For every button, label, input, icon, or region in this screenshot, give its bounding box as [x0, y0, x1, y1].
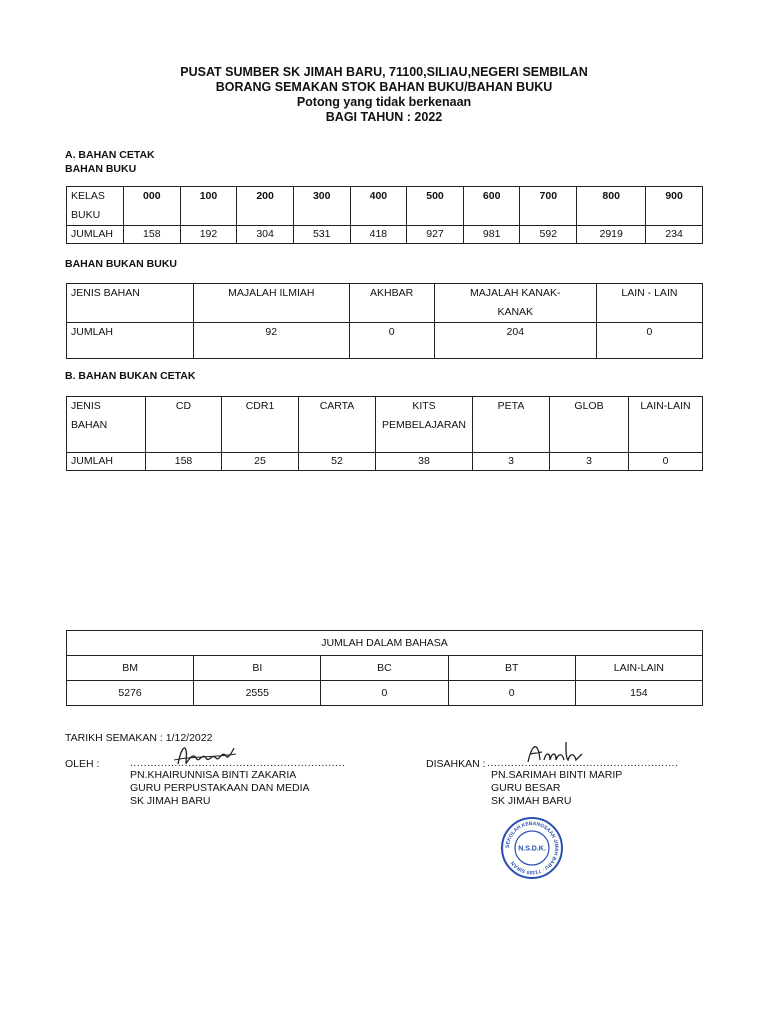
oleh-label: OLEH :: [65, 758, 100, 770]
value-cd: 158: [146, 453, 222, 471]
value-cdr1: 25: [222, 453, 299, 471]
value-akhbar: 0: [349, 323, 434, 359]
jenis-bahan-label: JENIS BAHAN: [67, 284, 194, 323]
oleh-role: GURU PERPUSTAKAAN DAN MEDIA: [130, 782, 310, 794]
stamp-center-text: N.S.D.K.: [518, 845, 546, 853]
col-glob: GLOB: [550, 397, 629, 453]
class-500: 500: [407, 187, 464, 226]
value-bi: 2555: [194, 681, 321, 706]
col-majalah-ilmiah: MAJALAH ILMIAH: [194, 284, 350, 323]
disahkan-school: SK JIMAH BARU: [491, 795, 572, 807]
count-200: 304: [237, 226, 294, 244]
table-row: [67, 631, 703, 656]
row-label-kelas: [67, 187, 124, 226]
table-row: [67, 453, 703, 471]
col-akhbar: AKHBAR: [349, 284, 434, 323]
value-kits: 38: [376, 453, 473, 471]
class-900: 900: [646, 187, 703, 226]
count-400: 418: [350, 226, 407, 244]
class-100: 100: [180, 187, 237, 226]
count-100: 192: [180, 226, 237, 244]
signature-khairunnisa-icon: [170, 738, 240, 772]
class-400: 400: [350, 187, 407, 226]
majalah-kanak-line1: MAJALAH KANAK-: [470, 287, 561, 299]
class-700: 700: [520, 187, 577, 226]
disahkan-signature-line: ........................................................: [487, 757, 679, 769]
form-year: BAGI TAHUN : 2022: [325, 110, 443, 124]
stamp-ring-text: SEKOLAH KEBANGSAAN JIMAH BARU · 71100 SIRAN: [504, 820, 560, 876]
kits-line2: PEMBELAJARAN: [381, 419, 467, 431]
table-bahan-buku: [66, 186, 703, 244]
table-row: [67, 656, 703, 681]
bahan-label: BAHAN: [71, 419, 108, 431]
oleh-school: SK JIMAH BARU: [130, 795, 211, 807]
count-000: 158: [124, 226, 181, 244]
table-bahan-bukan-cetak: [66, 396, 703, 471]
disahkan-name: PN.SARIMAH BINTI MARIP: [491, 769, 623, 781]
table-row: [67, 284, 703, 323]
col-majalah-kanak: [434, 284, 596, 323]
count-900: 234: [646, 226, 703, 244]
count-300: 531: [293, 226, 350, 244]
value-majalah-ilmiah: 92: [194, 323, 350, 359]
value-lain-lain: 0: [596, 323, 702, 359]
table-row: [67, 323, 703, 359]
value-carta: 52: [299, 453, 376, 471]
class-300: 300: [293, 187, 350, 226]
section-bukan-buku-title: BAHAN BUKAN BUKU: [65, 258, 177, 270]
value-bt: 0: [448, 681, 575, 706]
form-title-line2: BORANG SEMAKAN STOK BAHAN BUKU/BAHAN BUKU: [215, 80, 553, 94]
table-row: [67, 187, 703, 226]
disahkan-label: DISAHKAN :: [426, 758, 486, 770]
class-000: 000: [124, 187, 181, 226]
col-bt: BT: [448, 656, 575, 681]
majalah-kanak-line2: KANAK: [497, 306, 534, 318]
form-title-line1: PUSAT SUMBER SK JIMAH BARU, 71100,SILIAU,NEGERI SEMBILAN: [180, 65, 588, 79]
value-majalah-kanak: 204: [434, 323, 596, 359]
col-bi: BI: [194, 656, 321, 681]
col-carta: CARTA: [299, 397, 376, 453]
class-800: 800: [577, 187, 646, 226]
disahkan-role: GURU BESAR: [491, 782, 561, 794]
value-lain-lain: 154: [575, 681, 702, 706]
class-200: 200: [237, 187, 294, 226]
count-700: 592: [520, 226, 577, 244]
col-lain-lain: LAIN-LAIN: [575, 656, 702, 681]
col-lain-lain: LAIN - LAIN: [596, 284, 702, 323]
value-bc: 0: [321, 681, 448, 706]
table-row: [67, 681, 703, 706]
count-500: 927: [407, 226, 464, 244]
table-bahan-bukan-buku: [66, 283, 703, 359]
tarikh-semakan: TARIKH SEMAKAN : 1/12/2022: [65, 732, 213, 744]
col-bc: BC: [321, 656, 448, 681]
col-cdr1: CDR1: [222, 397, 299, 453]
kelas-label: KELAS: [71, 190, 105, 202]
jenis-label: JENIS: [71, 400, 101, 412]
section-a-title: A. BAHAN CETAK: [65, 149, 155, 161]
class-600: 600: [463, 187, 520, 226]
value-bm: 5276: [67, 681, 194, 706]
bahasa-title: JUMLAH DALAM BAHASA: [67, 631, 703, 656]
section-b-title: B. BAHAN BUKAN CETAK: [65, 370, 196, 382]
buku-label: BUKU: [71, 209, 101, 221]
section-a-subtitle: BAHAN BUKU: [65, 163, 137, 175]
count-800: 2919: [577, 226, 646, 244]
school-stamp-icon: [500, 816, 564, 880]
table-jumlah-bahasa: [66, 630, 703, 706]
value-lain-lain: 0: [629, 453, 703, 471]
kits-line1: KITS: [412, 400, 436, 412]
form-title-line3: Potong yang tidak berkenaan: [296, 95, 472, 109]
oleh-name: PN.KHAIRUNNISA BINTI ZAKARIA: [130, 769, 297, 781]
col-kits: [376, 397, 473, 453]
col-cd: CD: [146, 397, 222, 453]
col-bm: BM: [67, 656, 194, 681]
jenis-bahan-label: [67, 397, 146, 453]
row-label-jumlah: JUMLAH: [67, 323, 194, 359]
row-label-jumlah: JUMLAH: [67, 226, 124, 244]
col-lain-lain: LAIN-LAIN: [629, 397, 703, 453]
value-glob: 3: [550, 453, 629, 471]
table-row: [67, 226, 703, 244]
value-peta: 3: [473, 453, 550, 471]
table-row: [67, 397, 703, 453]
count-600: 981: [463, 226, 520, 244]
row-label-jumlah: JUMLAH: [67, 453, 146, 471]
oleh-signature-line: ...............................................................: [130, 757, 346, 769]
signature-sarimah-icon: [522, 738, 584, 768]
col-peta: PETA: [473, 397, 550, 453]
